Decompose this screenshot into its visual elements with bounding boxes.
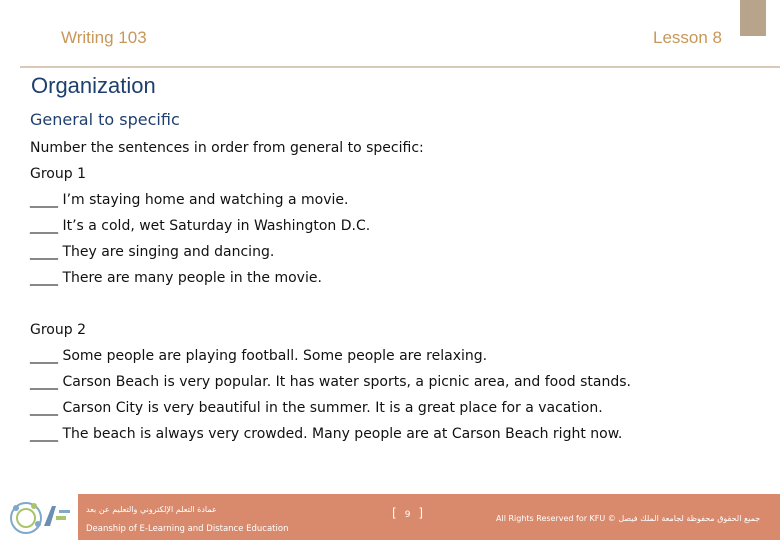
group-1-sentence: ____ I’m staying home and watching a movie. xyxy=(30,192,349,208)
deanship-english: Deanship of E-Learning and Distance Education xyxy=(86,524,289,534)
kfu-logo-icon xyxy=(4,496,74,536)
group-1-sentence: ____ It’s a cold, wet Saturday in Washington D.C. xyxy=(30,218,371,234)
deanship-arabic: عمادة التعلم الإلكتروني والتعليم عن بعد xyxy=(86,505,217,514)
group-1-sentence: ____ They are singing and dancing. xyxy=(30,244,275,260)
course-label: Writing 103 xyxy=(61,28,147,47)
page-number-value: 9 xyxy=(404,510,413,520)
page-number: [ 9 ] xyxy=(392,506,426,520)
slide-title: Organization xyxy=(31,73,156,98)
slide-subtitle: General to specific xyxy=(30,110,180,129)
instruction-line: Number the sentences in order from general to specific: xyxy=(30,140,424,156)
group-2-sentence: ____ Carson Beach is very popular. It has water sports, a picnic area, and food stands. xyxy=(30,374,632,390)
group-1-sentence: ____ There are many people in the movie. xyxy=(30,270,322,286)
slide-content xyxy=(30,138,760,450)
group-2-sentence: ____ The beach is always very crowded. Many people are at Carson Beach right now. xyxy=(30,426,623,442)
copyright-notice: All Rights Reserved for KFU © جميع الحقوق محفوظة لجامعة الملك فيصل xyxy=(496,514,761,523)
group-2-sentence: ____ Carson City is very beautiful in the summer. It is a great place for a vacation. xyxy=(30,400,603,416)
group-2-sentence: ____ Some people are playing football. Some people are relaxing. xyxy=(30,348,488,364)
top-accent-bar xyxy=(740,0,766,36)
lesson-label: Lesson 8 xyxy=(653,28,722,47)
footer xyxy=(0,494,780,540)
group-2-heading: Group 2 xyxy=(30,322,86,338)
header-divider xyxy=(20,66,780,68)
spacer xyxy=(30,294,760,320)
group-1-heading: Group 1 xyxy=(30,166,86,182)
